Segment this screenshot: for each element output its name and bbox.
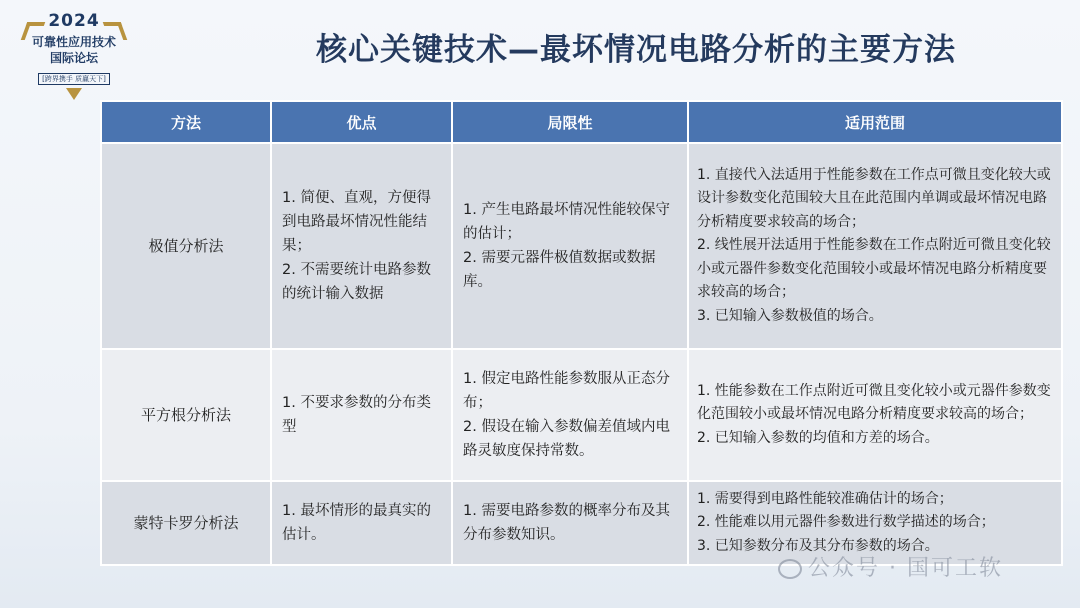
cons-item: 1. 需要电路参数的概率分布及其分布参数知识。 (463, 503, 670, 543)
method-cell: 平方根分析法 (101, 349, 271, 481)
table-header-row (101, 101, 1062, 143)
pros-item: 1. 简便、直观，方便得到电路最坏情况性能结果； (282, 190, 431, 254)
forum-logo (18, 10, 130, 110)
scope-item: 2. 性能难以用元器件参数进行数学描述的场合； (697, 514, 995, 531)
scope-item: 3. 已知输入参数极值的场合。 (697, 307, 883, 324)
scope-item: 1. 性能参数在工作点附近可微且变化较小或元器件参数变化范围较小或最坏情况电路分析精度要求较高的场合； (697, 382, 1051, 423)
cons-item: 2. 需要元器件极值数据或数据库。 (463, 250, 656, 290)
logo-year: 2024 (48, 11, 100, 31)
methods-table (100, 100, 1063, 566)
cons-item: 1. 假定电路性能参数服从正态分布； (463, 371, 670, 411)
logo-line1: 可靠性应用技术 (31, 35, 116, 49)
pros-item: 1. 最坏情形的最真实的估计。 (282, 503, 431, 543)
logo-line2: 国际论坛 (49, 51, 98, 65)
header-method: 方法 (101, 101, 271, 143)
scope-cell (688, 143, 1062, 349)
pros-cell (271, 143, 452, 349)
scope-item: 2. 线性展开法适用于性能参数在工作点附近可微且变化较小或元器件参数变化范围较小或最坏情况电路分析精度要求较高的场合； (697, 237, 1051, 301)
method-cell: 蒙特卡罗分析法 (101, 481, 271, 565)
pros-cell (271, 481, 452, 565)
logo-slogan: [跨界携手 质赢天下] (38, 73, 110, 85)
pros-cell (271, 349, 452, 481)
pros-item: 1. 不要求参数的分布类型 (282, 395, 431, 435)
scope-item: 1. 需要得到电路性能较准确估计的场合； (697, 490, 953, 507)
method-cell: 极值分析法 (101, 143, 271, 349)
watermark-text: 公众号 · 国可工软 (808, 556, 1003, 581)
cons-item: 2. 假设在输入参数偏差值域内电路灵敏度保持常数。 (463, 419, 670, 459)
scope-item: 3. 已知参数分布及其分布参数的场合。 (697, 537, 939, 554)
scope-item: 1. 直接代入法适用于性能参数在工作点可微且变化较大或设计参数变化范围较大且在此范围内单调或最坏情况电路分析精度要求较高的场合； (697, 166, 1051, 230)
cons-cell (452, 349, 688, 481)
scope-item: 2. 已知输入参数的均值和方差的场合。 (697, 429, 939, 446)
header-scope: 适用范围 (688, 101, 1062, 143)
page-title: 核心关键技术—最坏情况电路分析的主要方法 (316, 32, 956, 68)
watermark (778, 551, 1003, 582)
cons-item: 1. 产生电路最坏情况性能较保守的估计； (463, 202, 670, 242)
pros-item: 2. 不需要统计电路参数的统计输入数据 (282, 262, 431, 302)
header-cons: 局限性 (452, 101, 688, 143)
scope-cell (688, 349, 1062, 481)
logo-triangle-icon (66, 88, 82, 100)
cons-cell (452, 143, 688, 349)
wechat-icon (778, 559, 802, 579)
cons-cell (452, 481, 688, 565)
header-pros: 优点 (271, 101, 452, 143)
table-row (101, 143, 1062, 349)
table-row (101, 349, 1062, 481)
